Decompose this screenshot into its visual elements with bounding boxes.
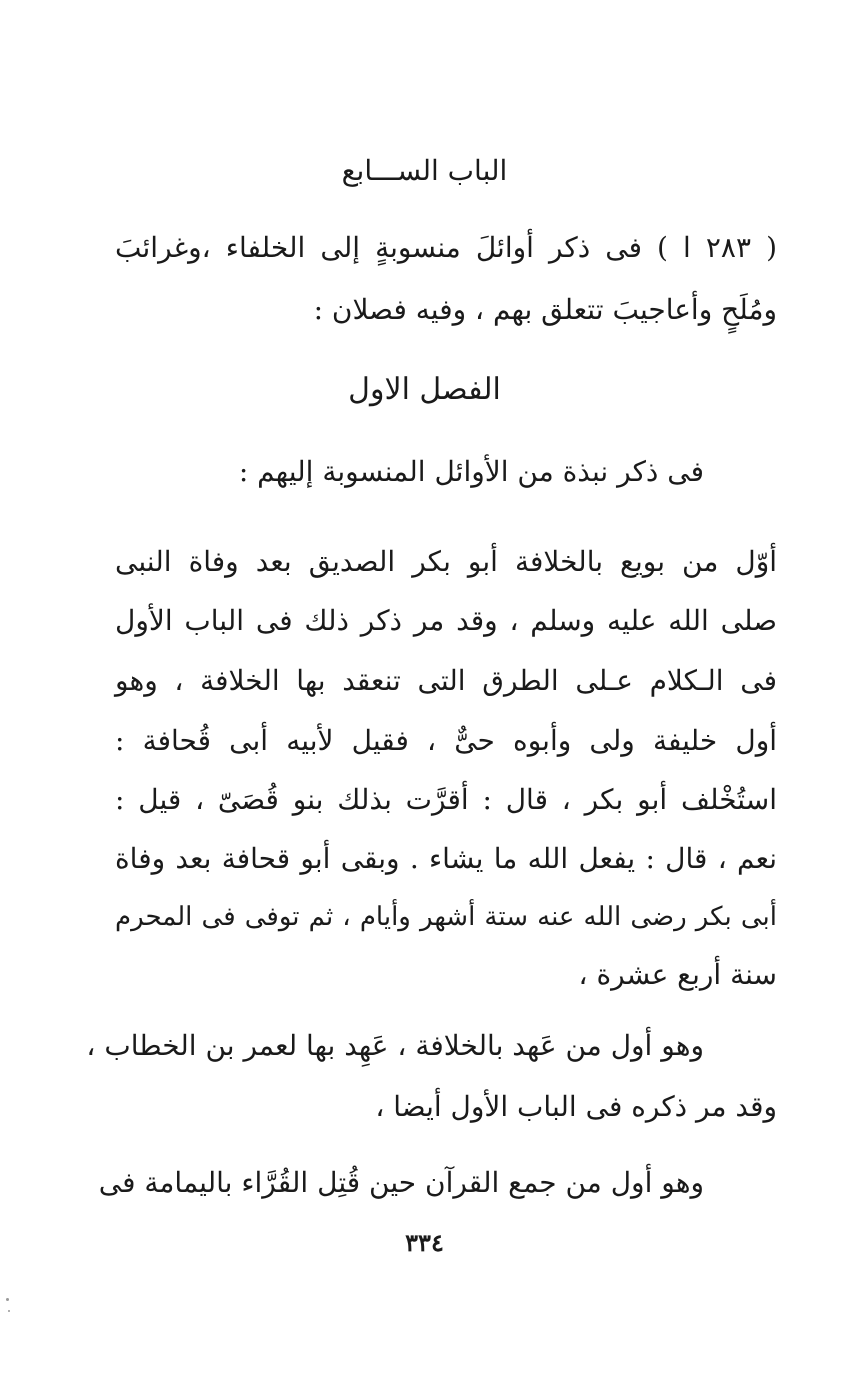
paper-speck <box>8 1310 10 1312</box>
paragraph-1-line-2: صلى الله عليه وسلم ، وقد مر ذكر ذلك فى الباب الأول <box>115 604 777 637</box>
page-number: ٣٣٤ <box>405 1228 444 1257</box>
intro-line-2: ومُلَحٍ وأعاجيبَ تتعلق بهم ، وفيه فصلان : <box>313 293 777 326</box>
section-title: الفصل الاول <box>348 372 501 407</box>
paragraph-1-line-5: استُخْلف أبو بكر ، قال : أقرَّت بذلك بنو قُصَىّ ، قيل : <box>115 783 777 816</box>
paragraph-2-line-1: وهو أول من عَهد بالخلافة ، عَهِد بها لعمر بن الخطاب ، <box>86 1029 704 1062</box>
paragraph-1-line-6: نعم ، قال : يفعل الله ما يشاء . وبقى أبو قحافة بعد وفاة <box>115 842 777 875</box>
paragraph-1-line-7: أبى بكر رضى الله عنه ستة أشهر وأيام ، ثم توفى فى المحرم <box>115 902 777 932</box>
paper-speck <box>6 1298 9 1301</box>
chapter-heading: الباب الســـابع <box>341 154 508 187</box>
paragraph-1-line-1: أوّل من بويع بالخلافة أبو بكر الصديق بعد وفاة النبى <box>115 545 777 578</box>
paragraph-1-line-4: أول خليفة ولى وأبوه حىٌّ ، فقيل لأبيه أبى قُحافة : <box>115 724 777 757</box>
paragraph-3-line-1: وهو أول من جمع القرآن حين قُتِل القُرَّاء باليمامة فى <box>98 1166 704 1199</box>
intro-line-1: ( ٢٨٣ ا ) فى ذكر أوائلَ منسوبةٍ إلى الخلفاء ،وغرائبَ <box>115 231 778 264</box>
paragraph-1-line-8: سنة أربع عشرة ، <box>578 958 777 991</box>
paragraph-1-line-3: فى الـكلام عـلى الطرق التى تنعقد بها الخلافة ، وهو <box>115 664 777 697</box>
paragraph-2-line-2: وقد مر ذكره فى الباب الأول أيضا ، <box>375 1090 777 1123</box>
section-subtitle: فى ذكر نبذة من الأوائل المنسوبة إليهم : <box>238 455 704 488</box>
